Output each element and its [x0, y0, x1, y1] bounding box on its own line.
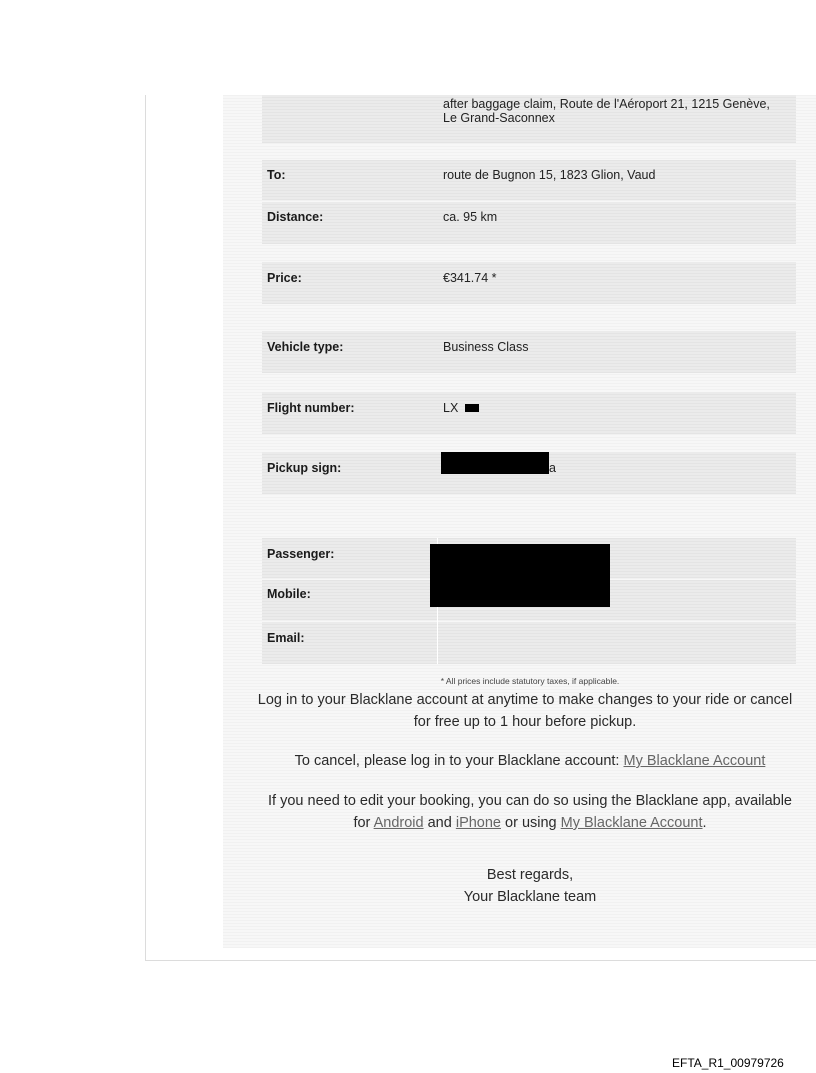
edit-line-2	[240, 812, 816, 834]
edit-for-text: for	[353, 815, 374, 831]
from-row	[262, 95, 796, 143]
edit-line-1: If you need to edit your booking, you can do so using the Blacklane app, available	[268, 793, 792, 809]
edit-using-text: or using	[501, 815, 561, 831]
flight-label: Flight number:	[267, 401, 355, 415]
login-line-2: for free up to 1 hour before pickup.	[413, 714, 637, 730]
edit-paragraph	[240, 790, 816, 834]
document-id: EFTA_R1_00979726	[672, 1056, 784, 1070]
login-paragraph	[235, 689, 815, 733]
cancel-paragraph	[240, 750, 816, 772]
price-row	[262, 262, 796, 304]
signoff	[240, 864, 816, 908]
login-line-1: Log in to your Blacklane account at anytime to make changes to your ride or cancel	[257, 692, 793, 708]
tax-note: * All prices include statutory taxes, if applicable.	[440, 676, 620, 686]
redaction-pickup	[441, 452, 549, 474]
redaction-contact	[430, 544, 610, 607]
price-value: €341.74 *	[443, 271, 497, 285]
distance-row	[262, 202, 796, 244]
iphone-link[interactable]: iPhone	[455, 815, 501, 831]
to-value: route de Bugnon 15, 1823 Glion, Vaud	[443, 168, 656, 182]
pickup-value: a	[549, 461, 556, 475]
email-label: Email:	[267, 631, 305, 645]
signoff-line-2: Your Blacklane team	[463, 889, 597, 905]
from-value: after baggage claim, Route de l'Aéroport 21, 1215 Genève, Le Grand-Saconnex	[443, 97, 770, 125]
to-row	[262, 160, 796, 200]
to-label: To:	[267, 168, 286, 182]
passenger-label: Passenger:	[267, 547, 335, 561]
mobile-label: Mobile:	[267, 587, 311, 601]
flight-row	[262, 392, 796, 434]
pickup-label: Pickup sign:	[267, 461, 342, 475]
android-link[interactable]: Android	[373, 815, 424, 831]
price-label: Price:	[267, 271, 302, 285]
flight-value	[443, 401, 479, 415]
vehicle-row	[262, 331, 796, 373]
email-row	[262, 622, 796, 664]
account-link-cancel[interactable]: My Blacklane Account	[623, 753, 766, 769]
account-link-edit[interactable]: My Blacklane Account	[560, 815, 703, 831]
vehicle-value: Business Class	[443, 340, 529, 354]
flight-prefix: LX	[443, 401, 459, 415]
edit-and-text: and	[423, 815, 456, 831]
vehicle-label: Vehicle type:	[267, 340, 344, 354]
signoff-line-1: Best regards,	[486, 867, 574, 883]
redaction-flight	[465, 404, 479, 412]
cancel-text: To cancel, please log in to your Blacklane account:	[294, 753, 624, 769]
distance-value: ca. 95 km	[443, 210, 498, 224]
distance-label: Distance:	[267, 210, 324, 224]
edit-period: .	[702, 815, 707, 831]
